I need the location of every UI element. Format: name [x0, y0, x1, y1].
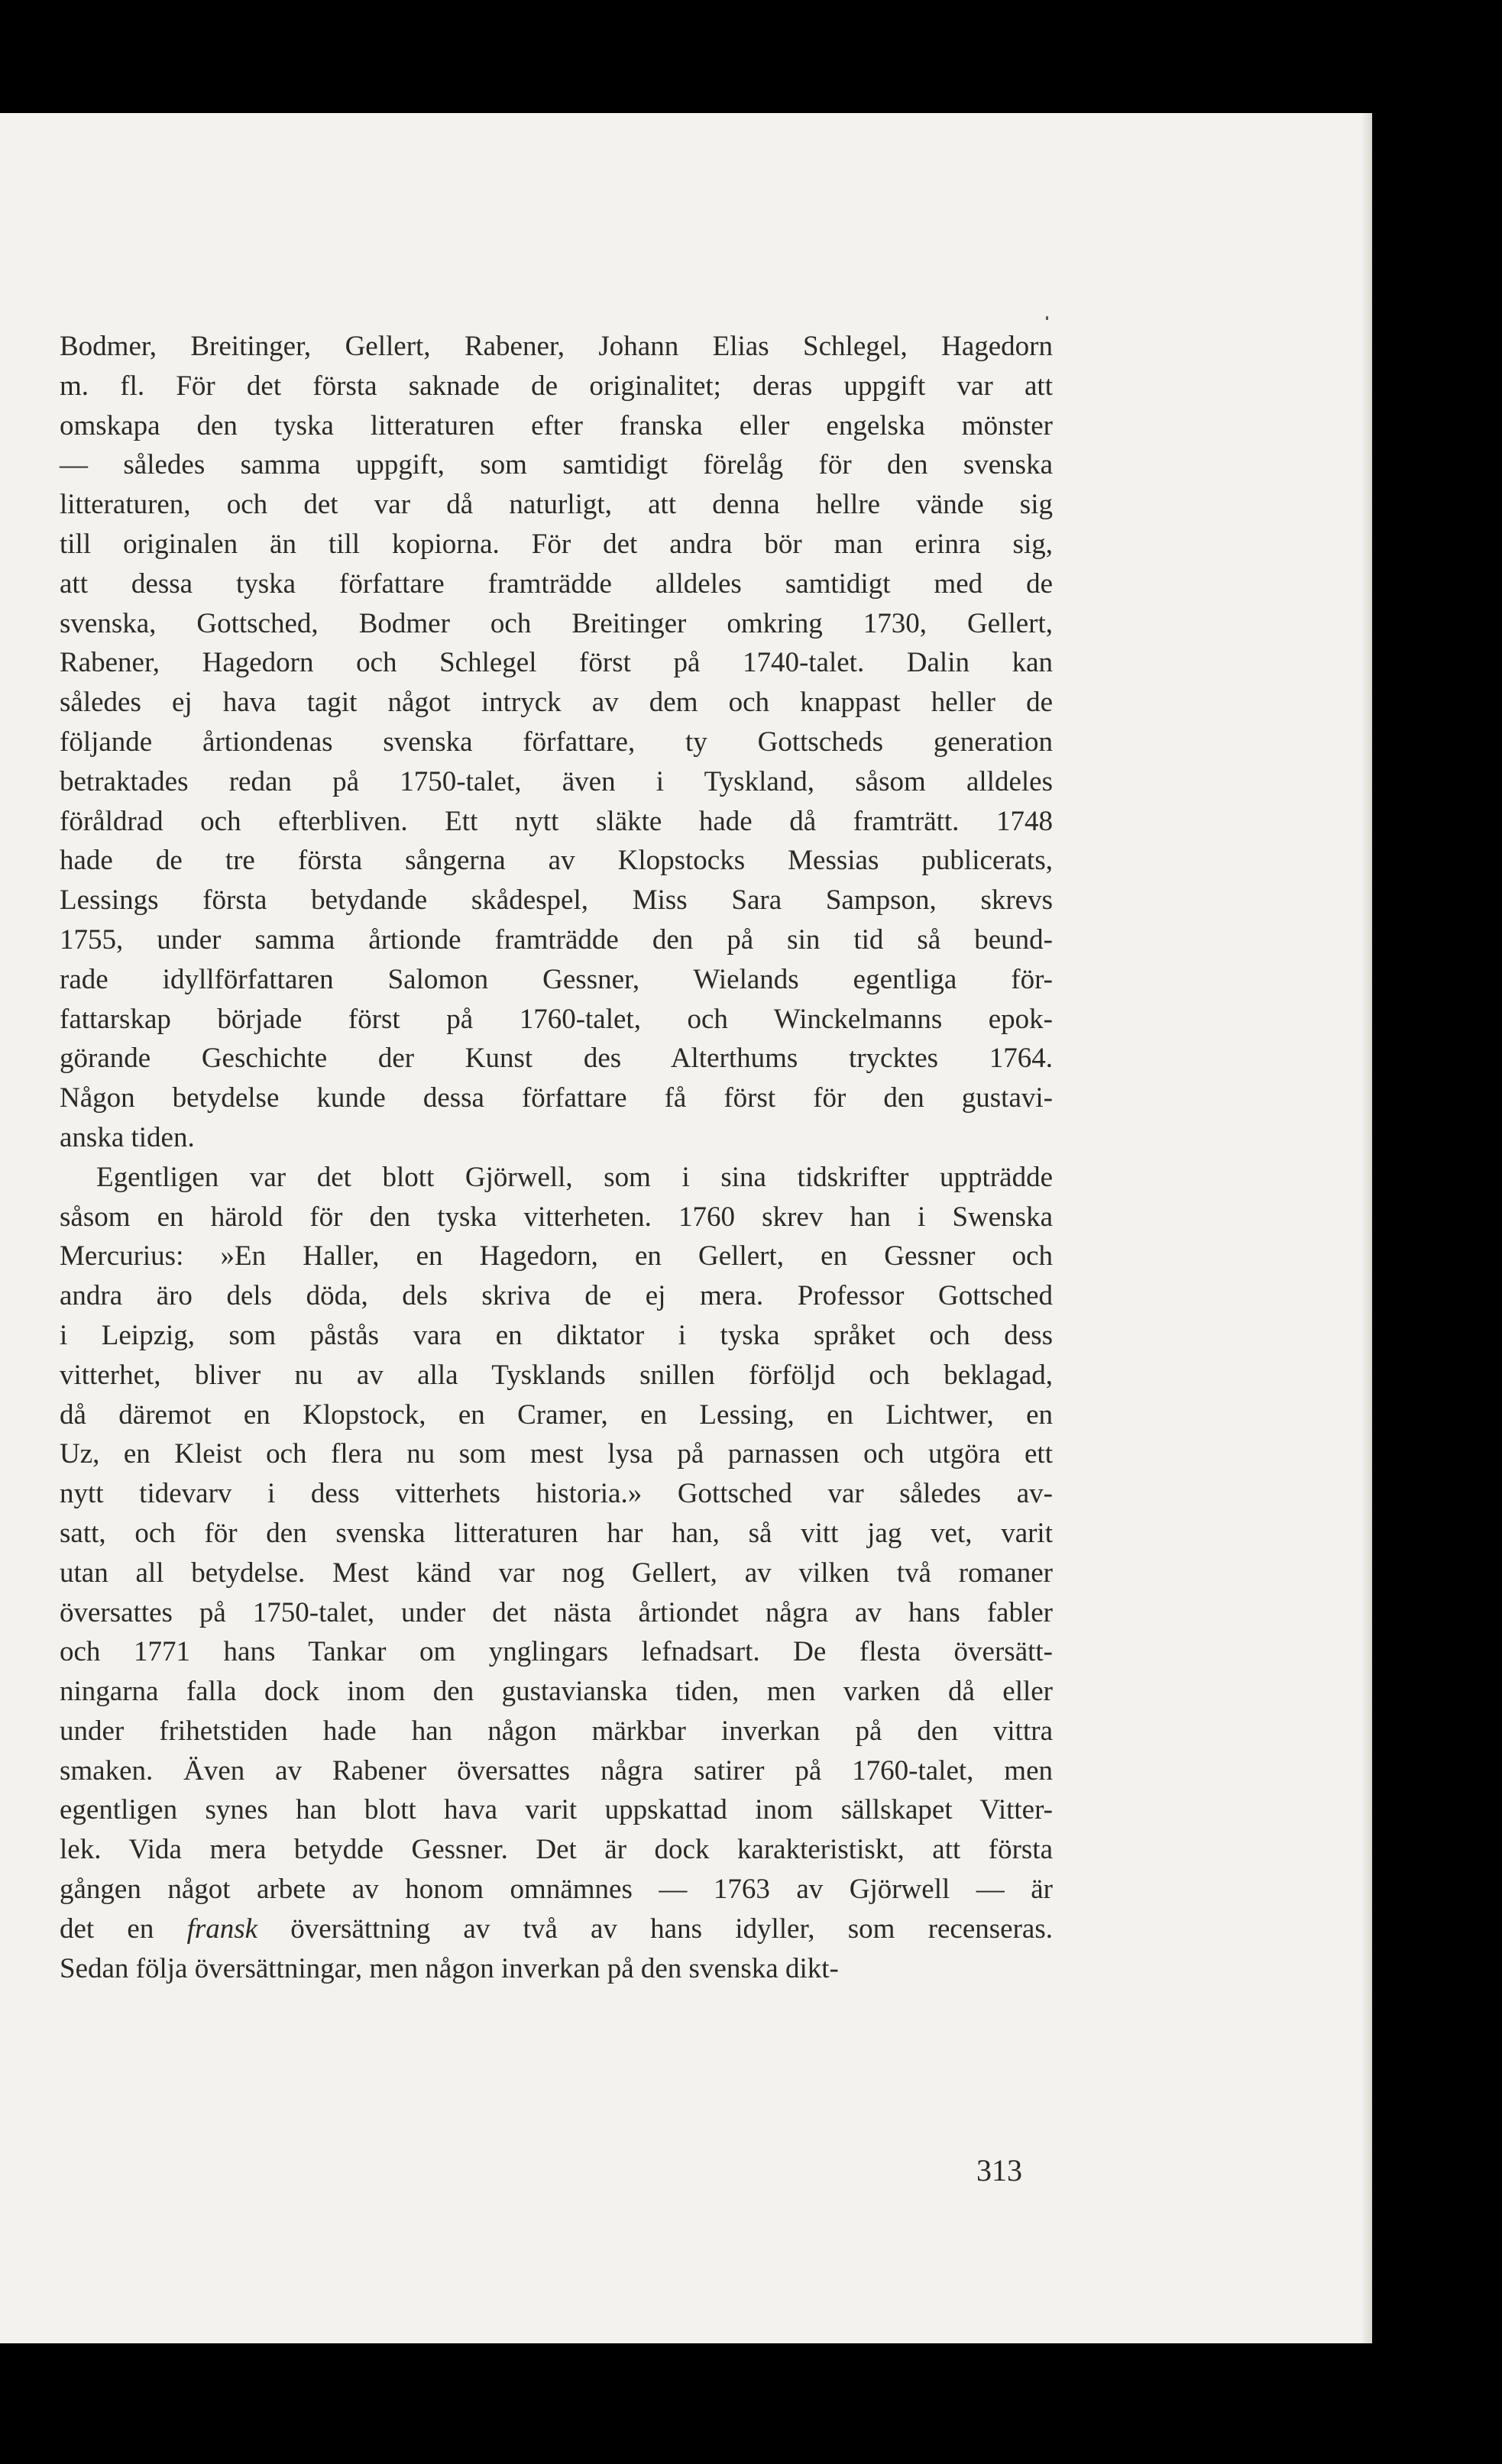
text-line: egentligen synes han blott hava varit uppskattad inom sällskapet Vitter-	[60, 1794, 1053, 1826]
text-line: Någon betydelse kunde dessa författare få först för den gustavi-	[60, 1082, 1053, 1114]
text-line: 1755, under samma årtionde framträdde den på sin tid så beund-	[60, 923, 1053, 956]
text-line: litteraturen, och det var då naturligt, att denna hellre vände sig	[60, 489, 1053, 521]
text-line: Mercurius: »En Haller, en Hagedorn, en Gellert, en Gessner och	[60, 1240, 1053, 1272]
text-line: följande årtiondenas svenska författare, ty Gottscheds generation	[60, 726, 1053, 758]
text-line: hade de tre första sångerna av Klopstocks Messias publicerats,	[60, 845, 1053, 877]
text-line: — således samma uppgift, som samtidigt förelåg för den svenska	[60, 449, 1053, 481]
text-line: svenska, Gottsched, Bodmer och Breitinger omkring 1730, Gellert,	[60, 607, 1053, 639]
text-line: rade idyllförfattaren Salomon Gessner, Wielands egentliga för-	[60, 963, 1053, 995]
text-line: Lessings första betydande skådespel, Miss Sara Sampson, skrevs	[60, 884, 1053, 917]
text-line: anska tiden.	[60, 1121, 195, 1153]
text-line: m. fl. För det första saknade de originalitet; deras uppgift var att	[60, 370, 1053, 402]
text-line: översattes på 1750-talet, under det nästa årtiondet några av hans fabler	[60, 1596, 1053, 1628]
text-line: Egentligen var det blott Gjörwell, som i sina tidskrifter uppträdde	[96, 1161, 1053, 1193]
text-line: såsom en härold för den tyska vitterheten. 1760 skrev han i Swenska	[60, 1201, 1053, 1233]
text-line: ningarna falla dock inom den gustavianska tiden, men varken då eller	[60, 1676, 1053, 1708]
text-line: att dessa tyska författare framträdde alldeles samtidigt med de	[60, 567, 1053, 600]
text-line: smaken. Även av Rabener översattes några satirer på 1760-talet, men	[60, 1754, 1053, 1787]
emphasis: fransk	[186, 1913, 258, 1945]
text-line: Sedan följa översättningar, men någon inverkan på den svenska dikt-	[60, 1952, 839, 1984]
ink-speck	[1046, 316, 1048, 320]
text-line: görande Geschichte der Kunst des Alterthums trycktes 1764.	[60, 1043, 1053, 1075]
text-line: satt, och för den svenska litteraturen har han, så vitt jag vet, varit	[60, 1517, 1053, 1549]
text-line: under frihetstiden hade han någon märkbar inverkan på den vittra	[60, 1715, 1053, 1747]
text-line: fattarskap började först på 1760-talet, och Winckelmanns epok-	[60, 1003, 1053, 1035]
text-line: Bodmer, Breitinger, Gellert, Rabener, Johann Elias Schlegel, Hagedorn	[60, 331, 1053, 362]
text-line: betraktades redan på 1750-talet, även i Tyskland, såsom alldeles	[60, 765, 1053, 797]
text-line: Uz, en Kleist och flera nu som mest lysa på parnassen och utgöra ett	[60, 1438, 1053, 1470]
text-line: Rabener, Hagedorn och Schlegel först på 1740-talet. Dalin kan	[60, 647, 1053, 679]
text-line: lek. Vida mera betydde Gessner. Det är dock karakteristiskt, att första	[60, 1834, 1053, 1866]
text-line: nytt tidevarv i dess vitterhets historia.» Gottsched var således av-	[60, 1478, 1053, 1510]
text-line: vitterhet, bliver nu av alla Tysklands snillen förföljd och beklagad,	[60, 1359, 1053, 1391]
text-line: då däremot en Klopstock, en Cramer, en Lessing, en Lichtwer, en	[60, 1399, 1053, 1431]
text-line: i Leipzig, som påstås vara en diktator i tyska språket och dess	[60, 1319, 1053, 1351]
body-text	[60, 327, 1053, 1988]
text-line: utan all betydelse. Mest känd var nog Gellert, av vilken två romaner	[60, 1557, 1053, 1589]
text-line: till originalen än till kopiorna. För det andra bör man erinra sig,	[60, 528, 1053, 560]
text-line: och 1771 hans Tankar om ynglingars lefnadsart. De flesta översätt-	[60, 1636, 1053, 1668]
text-line: det en fransk översättning av två av hans idyller, som recenseras.	[60, 1913, 1053, 1945]
text-line: omskapa den tyska litteraturen efter franska eller engelska mönster	[60, 409, 1053, 441]
page-number: 313	[976, 2153, 1022, 2188]
page-edge	[1361, 113, 1372, 2343]
text-line: gången något arbete av honom omnämnes — 1763 av Gjörwell — är	[60, 1874, 1053, 1906]
book-page	[0, 113, 1372, 2343]
text-line: föråldrad och efterbliven. Ett nytt släkte hade då framträtt. 1748	[60, 805, 1053, 837]
text-line: andra äro dels döda, dels skriva de ej mera. Professor Gottsched	[60, 1280, 1053, 1312]
text-line: således ej hava tagit något intryck av dem och knappast heller de	[60, 687, 1053, 719]
